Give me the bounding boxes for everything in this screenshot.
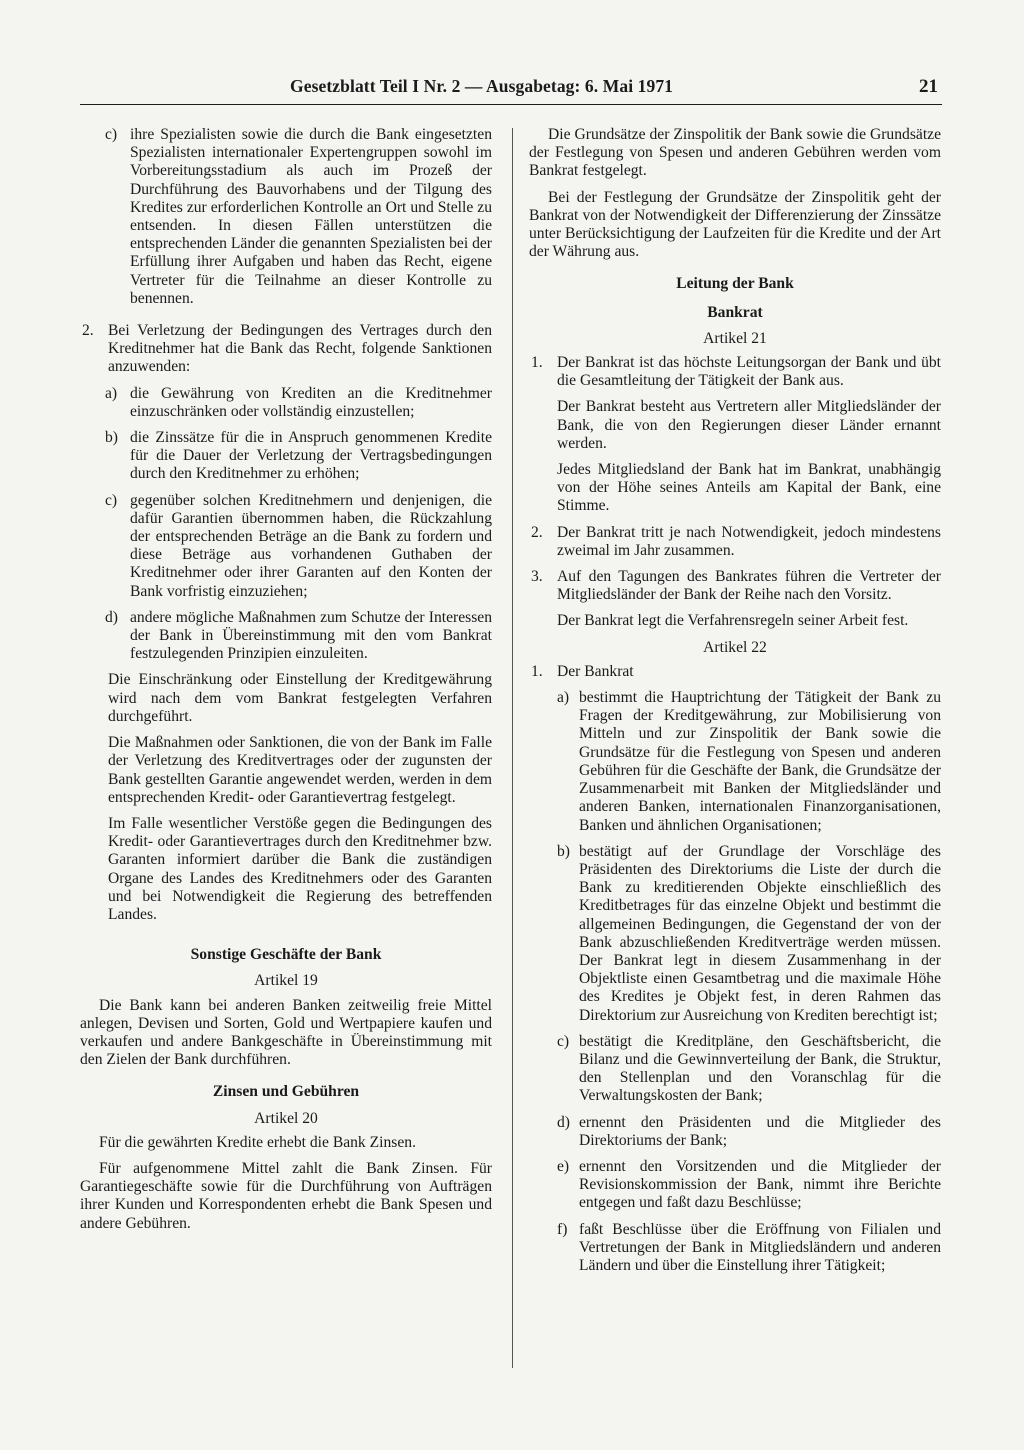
item-text: die Gewährung von Krediten an die Kreditnehmer einzuschränken oder vollständig einzustellen;	[130, 384, 492, 420]
item-label: c)	[105, 126, 118, 143]
section-heading: Leitung der Bank	[676, 275, 794, 293]
item-text: ihre Spezialisten sowie die durch die Bank eingesetzten Spezialisten internationaler Expertengruppen sowohl im Vorbereitungsstadium als auch im Prozeß der Durchführung des Bauvorhabens und der Tilgung des Kredites zur erforderlichen Kontrolle an Ort und Stelle zu entsenden. In diesen Fällen unterstützen die entsprechenden Länder die genannten Spezialisten bei der Erfüllung ihrer Aufgaben und haben das Recht, eigene Vertreter für die Teilnahme an dieser Kontrolle zu benennen.	[130, 126, 492, 307]
section-heading: Zinsen und Gebühren	[212, 1083, 360, 1101]
item-text: Der Bankrat ist das höchste Leitungsorgan der Bank und übt die Gesamtleitung der Tätigkeit der Bank aus.	[557, 354, 941, 390]
page-header	[80, 76, 942, 102]
section-heading: Bankrat	[707, 303, 763, 321]
paragraph: Die Einschränkung oder Einstellung der Kreditgewährung wird nach dem vom Bankrat festgelegten Verfahren durchgeführt.	[108, 671, 492, 725]
item-label: b)	[557, 842, 570, 860]
item-label: 2.	[531, 523, 543, 541]
list-item	[80, 322, 492, 377]
item-label: 1.	[531, 354, 543, 372]
item-text: andere mögliche Maßnahmen zum Schutze der Interessen der Bank in Übereinstimmung mit den vom Bankrat festzulegenden Prinzipien einzuleiten.	[130, 608, 492, 663]
paragraph: Im Falle wesentlicher Verstöße gegen die Bedingungen des Kredit- oder Garantievertrages durch den Kreditnehmer bzw. Garanten informiert darüber die Bank die zuständigen Organe des Landes des Kreditnehmers oder des Garanten und bei Notwendigkeit die Regierung des betreffenden Landes.	[108, 814, 492, 923]
paragraph: Der Bankrat legt die Verfahrensregeln seiner Arbeit fest.	[557, 612, 909, 630]
list-item	[529, 354, 941, 390]
paragraph: Die Maßnahmen oder Sanktionen, die von der Bank im Falle der Verletzung des Kreditvertrages oder der zugunsten der Bank gestellten Garantie angewendet werden, werden in dem entsprechenden Kredit- oder Garantievertrag festgelegt.	[108, 734, 492, 806]
item-label: a)	[557, 689, 570, 707]
article-title: Artikel 20	[254, 1109, 318, 1127]
item-label: f)	[557, 1220, 568, 1238]
paragraph: Jedes Mitgliedsland der Bank hat im Bankrat, unabhängig von der Höhe seines Anteils am Kapital der Bank, eine Stimme.	[557, 461, 941, 515]
gazette-title: Gesetzblatt Teil I Nr. 2 — Ausgabetag: 6. Mai 1971	[290, 76, 674, 96]
article-title: Artikel 19	[254, 972, 318, 990]
item-text: Auf den Tagungen des Bankrates führen die Vertreter der Mitgliedsländer der Bank der Reihe nach den Vorsitz.	[557, 568, 941, 604]
right-column	[529, 126, 941, 1283]
item-text: gegenüber solchen Kreditnehmern und denjenigen, die dafür Garantien übernommen haben, die Rückzahlung der entsprechenden Beträge an die Bank zu fordern und diese Beträge aus vorhandenen Guthaben der Kreditnehmer oder ihrer Garanten auf den Konten der Bank vorfristig einzuziehen;	[130, 491, 492, 600]
column-divider	[512, 128, 513, 1368]
list-item	[529, 1158, 941, 1213]
section-heading: Sonstige Geschäfte der Bank	[190, 946, 382, 964]
item-text: Der Bankrat tritt je nach Notwendigkeit, jedoch mindestens zweimal im Jahr zusammen.	[557, 523, 941, 559]
item-label: 3.	[531, 568, 543, 586]
page-number: 21	[919, 76, 938, 97]
paragraph: Für die gewährten Kredite erhebt die Bank Zinsen.	[99, 1133, 416, 1151]
paragraph: Bei der Festlegung der Grundsätze der Zinspolitik geht der Bankrat von der Notwendigkeit der Differenzierung der Zinssätze unter Berücksichtigung der Laufzeiten für die Kredite und der Art der Währung aus.	[529, 188, 941, 261]
list-item	[529, 1033, 941, 1106]
list-item	[529, 1114, 941, 1150]
article-title: Artikel 22	[703, 638, 767, 656]
item-label: d)	[557, 1113, 570, 1131]
item-text: bestätigt auf der Grundlage der Vorschläge des Präsidenten des Direktoriums die Liste der durch die Bank zu kreditierenden Objekte einschließlich des Kreditbetrages für das einzelne Objekt und bestimmt die allgemeinen Bedingungen, die Gegenstand der von der Bank abzuschließenden Kreditverträge werden müssen. Der Bankrat legt in diesem Zusammenhang in der Objektliste einen Gesamtbetrag und die maximale Höhe des Kredites je Objekt fest, in deren Rahmen das Direktorium zur Ausreichung von Krediten berechtigt ist;	[579, 842, 941, 1024]
paragraph: Für aufgenommene Mittel zahlt die Bank Zinsen. Für Garantiegeschäfte sowie für die Durchführung von Aufträgen ihrer Kunden und Korrespondenten erhebt die Bank Spesen und andere Gebühren.	[80, 1159, 492, 1232]
item-text: Bei Verletzung der Bedingungen des Vertrages durch den Kreditnehmer hat die Bank das Recht, folgende Sanktionen anzuwenden:	[108, 322, 492, 376]
item-label: a)	[105, 384, 118, 402]
item-text: Der Bankrat	[557, 662, 634, 680]
item-text: bestimmt die Hauptrichtung der Tätigkeit der Bank zu Fragen der Kreditgewährung, zur Mobilisierung von Mitteln und zur Zinspolitik der Bank sowie die Grundsätze für die Festlegung von Spesen und anderen Gebühren für die Geschäfte der Bank, die Grundsätze der Zusammenarbeit mit Banken der Mitgliedsländer und anderen Banken, internationalen Finanzorganisationen, Banken und ähnlichen Organisationen;	[579, 689, 941, 834]
list-item	[80, 609, 492, 664]
paragraph: Der Bankrat besteht aus Vertretern aller Mitgliedsländer der Bank, die von den Regierungen dieser Länder ernannt werden.	[557, 398, 941, 452]
list-item	[80, 385, 492, 421]
list-item	[529, 843, 941, 1025]
item-label: c)	[105, 491, 118, 509]
paragraph: Die Bank kann bei anderen Banken zeitweilig freie Mittel anlegen, Devisen und Sorten, Gold und Wertpapiere kaufen und verkaufen und andere Bankgeschäfte in Übereinstimmung mit den Zielen der Bank durchführen.	[80, 996, 492, 1069]
item-label: d)	[105, 608, 118, 626]
list-item	[529, 524, 941, 560]
paragraph: Die Grundsätze der Zinspolitik der Bank sowie die Grundsätze der Festlegung von Spesen und anderen Gebühren werden vom Bankrat festgelegt.	[529, 126, 941, 180]
list-item	[529, 663, 941, 681]
item-label: b)	[105, 429, 118, 447]
item-label: 1.	[531, 662, 543, 680]
item-text: die Zinssätze für die in Anspruch genommenen Kredite für die Dauer der Verletzung der Vertragsbedingungen durch den Kreditnehmer zu erhöhen;	[130, 429, 492, 483]
item-label: e)	[557, 1157, 570, 1175]
item-text: bestätigt die Kreditpläne, den Geschäftsbericht, die Bilanz und die Gewinnverteilung der Bank, die Struktur, den Stellenplan und den Voranschlag für die Verwaltungskosten der Bank;	[579, 1032, 941, 1105]
item-text: faßt Beschlüsse über die Eröffnung von Filialen und Vertretungen der Bank in Mitgliedsländern und anderen Ländern und über die Einstellung ihrer Tätigkeit;	[579, 1220, 941, 1274]
item-label: c)	[557, 1032, 570, 1050]
item-text: ernennt den Präsidenten und die Mitglieder des Direktoriums der Bank;	[579, 1113, 941, 1149]
list-item	[529, 1221, 941, 1276]
header-rule	[80, 104, 942, 105]
list-item	[80, 429, 492, 484]
item-label: 2.	[82, 322, 94, 340]
list-item	[529, 689, 941, 835]
left-column	[80, 126, 492, 1241]
item-text: ernennt den Vorsitzenden und die Mitglieder der Revisionskommission der Bank, nimmt ihre Berichte entgegen und faßt dazu Beschlüsse;	[579, 1157, 941, 1212]
list-item	[529, 568, 941, 604]
list-item	[80, 492, 492, 601]
list-item	[80, 126, 492, 308]
article-title: Artikel 21	[703, 329, 767, 347]
